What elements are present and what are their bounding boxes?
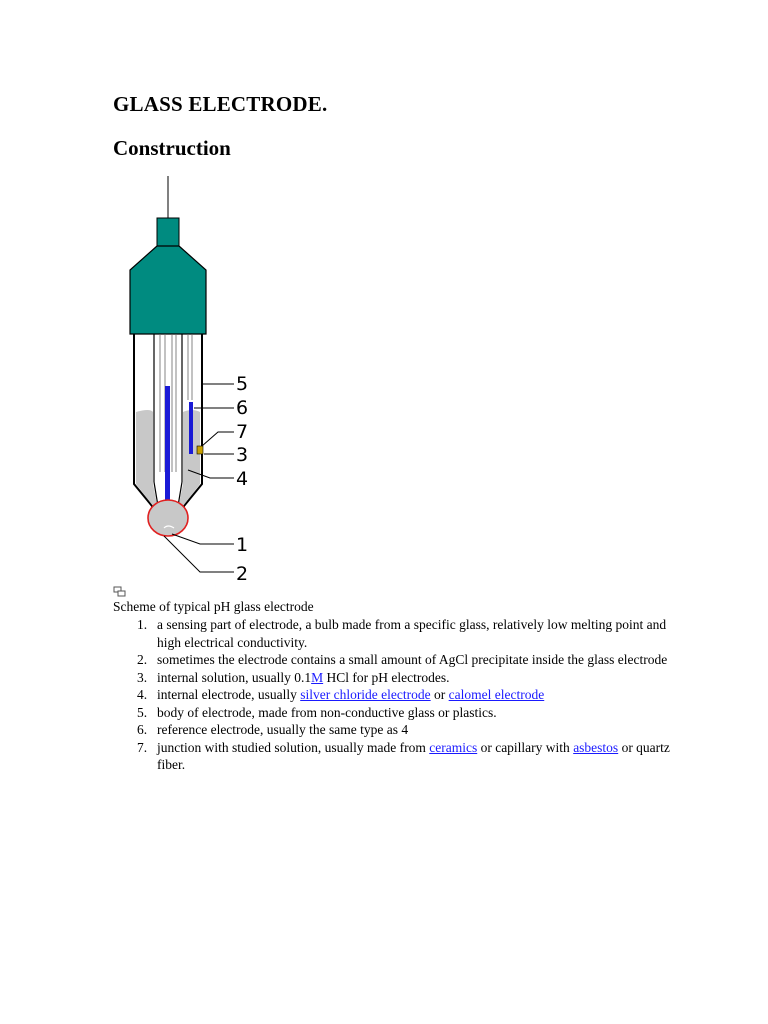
link-molar[interactable]: M <box>311 669 324 685</box>
reference-electrode <box>189 402 193 454</box>
internal-electrode <box>165 386 170 510</box>
list-item: 3. internal solution, usually 0.1M HCl for pH electrodes. <box>137 669 450 685</box>
list-item: 7. junction with studied solution, usually made from ceramics or capillary with asbestos or quartz fiber. <box>137 739 670 772</box>
junction <box>197 446 203 454</box>
link-calomel-electrode[interactable]: calomel electrode <box>448 687 545 702</box>
list-item: 6. reference electrode, usually the same type as 4 <box>137 722 409 737</box>
image-anchor-icon <box>113 586 127 598</box>
label-7: 7 <box>236 421 249 443</box>
label-2: 2 <box>236 563 249 585</box>
label-3: 3 <box>236 444 249 466</box>
link-asbestos[interactable]: asbestos <box>573 739 619 755</box>
list-item: 1. a sensing part of electrode, a bulb made from a specific glass, relatively low melting point and high electrical conductivity. <box>137 617 667 650</box>
link-ceramics[interactable]: ceramics <box>429 739 478 755</box>
figure-caption: Scheme of typical pH glass electrode <box>113 599 314 614</box>
internal-solution <box>136 410 153 484</box>
glass-bulb <box>148 500 188 536</box>
list-item: 4. internal electrode, usually silver chloride electrode or calomel electrode <box>137 687 545 702</box>
label-6: 6 <box>236 397 249 419</box>
parts-list <box>113 616 673 774</box>
document-title: GLASS ELECTRODE. <box>113 92 328 116</box>
label-4: 4 <box>236 468 249 490</box>
glass-electrode-diagram <box>120 172 270 588</box>
list-item: 2. sometimes the electrode contains a small amount of AgCl precipitate inside the glass electrode <box>137 652 668 667</box>
section-heading: Construction <box>113 136 231 160</box>
electrode-cap <box>130 246 206 334</box>
cap-neck <box>157 218 179 246</box>
label-1: 1 <box>236 534 249 556</box>
list-item: 5. body of electrode, made from non-conductive glass or plastics. <box>137 704 497 720</box>
link-silver-chloride-electrode[interactable]: silver chloride electrode <box>300 687 431 702</box>
label-5: 5 <box>236 373 249 395</box>
